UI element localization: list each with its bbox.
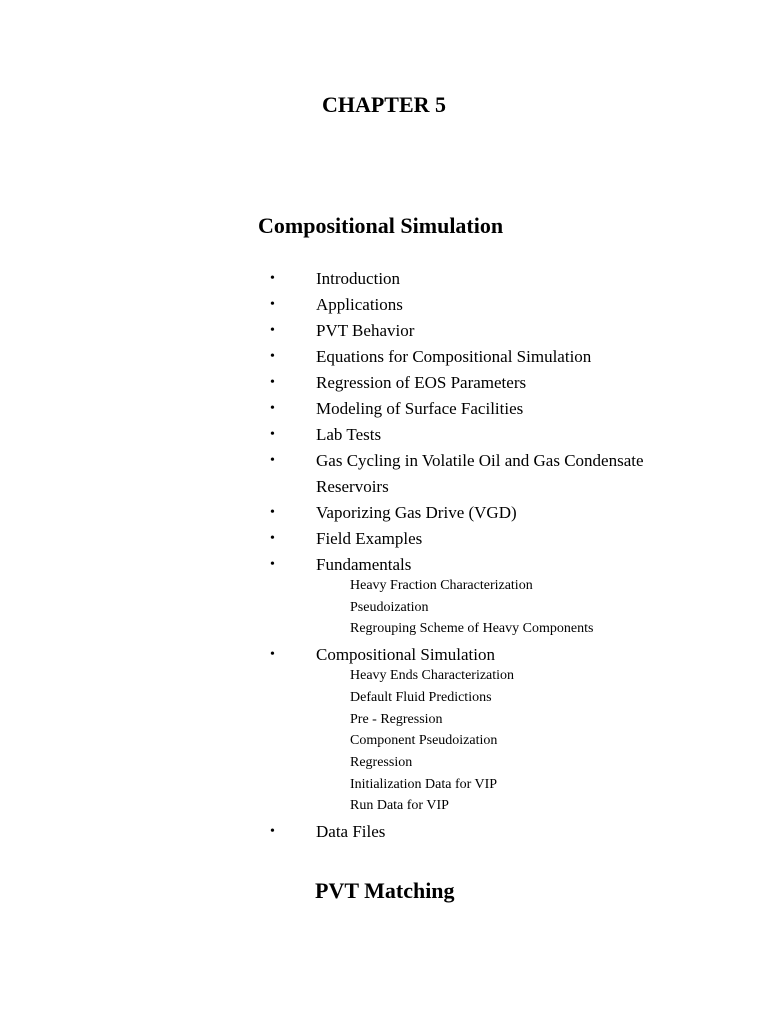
sub-list-item: Heavy Ends Characterization	[350, 668, 515, 684]
next-section-title: PVT Matching	[315, 878, 455, 903]
bullet-icon: •	[270, 427, 275, 442]
list-item	[258, 396, 718, 422]
list-item	[258, 318, 718, 344]
bullet-icon: •	[270, 271, 275, 286]
bullet-icon: •	[270, 453, 275, 468]
sub-list-item: Initialization Data for VIP	[350, 776, 498, 792]
list-item-label: Compositional Simulation	[316, 645, 495, 665]
list-item	[258, 500, 718, 526]
bullet-icon: •	[270, 297, 275, 312]
bullet-icon: •	[270, 531, 275, 546]
list-item-label: PVT Behavior	[316, 321, 415, 340]
list-item-label: Lab Tests	[316, 425, 382, 444]
list-item	[258, 552, 718, 640]
list-item	[258, 344, 718, 370]
list-item	[258, 370, 718, 396]
sub-list-item: Regression	[350, 754, 413, 770]
list-item	[258, 292, 718, 318]
sub-list-item: Regrouping Scheme of Heavy Components	[350, 621, 594, 637]
list-item-label: Gas Cycling in Volatile Oil and Gas Condensate Reservoirs	[316, 451, 644, 496]
bullet-icon: •	[270, 557, 275, 572]
list-item	[258, 642, 718, 817]
list-item	[258, 819, 718, 845]
list-item-label: Modeling of Surface Facilities	[316, 399, 524, 418]
list-item-label: Equations for Compositional Simulation	[316, 347, 592, 366]
bullet-icon: •	[270, 401, 275, 416]
section-title: Compositional Simulation	[258, 213, 504, 238]
chapter-heading: CHAPTER 5	[321, 92, 447, 117]
bullet-icon: •	[270, 505, 275, 520]
sub-list-item: Pseudoization	[350, 599, 429, 615]
list-item	[258, 526, 718, 552]
bullet-icon: •	[270, 349, 275, 364]
bullet-icon: •	[270, 824, 275, 840]
list-item	[258, 448, 718, 500]
list-item	[258, 266, 718, 292]
sub-list-item: Default Fluid Predictions	[350, 689, 492, 705]
list-item	[258, 422, 718, 448]
list-item-label: Fundamentals	[316, 555, 412, 574]
bullet-icon: •	[270, 647, 275, 663]
sub-list	[316, 575, 718, 640]
topic-list	[258, 266, 718, 845]
sub-list-item: Component Pseudoization	[350, 733, 498, 749]
list-item-label: Vaporizing Gas Drive (VGD)	[316, 503, 517, 522]
list-item-label: Field Examples	[316, 529, 423, 548]
sub-list-item: Pre - Regression	[350, 711, 443, 727]
sub-list-item: Run Data for VIP	[350, 798, 449, 814]
list-item-label: Regression of EOS Parameters	[316, 373, 527, 392]
list-item-label: Introduction	[316, 269, 401, 288]
sub-list-item: Heavy Fraction Characterization	[350, 578, 533, 593]
bullet-icon: •	[270, 375, 275, 390]
list-item-label: Data Files	[316, 822, 386, 842]
sub-list	[316, 665, 718, 817]
list-item-label: Applications	[316, 295, 403, 314]
bullet-icon: •	[270, 323, 275, 338]
